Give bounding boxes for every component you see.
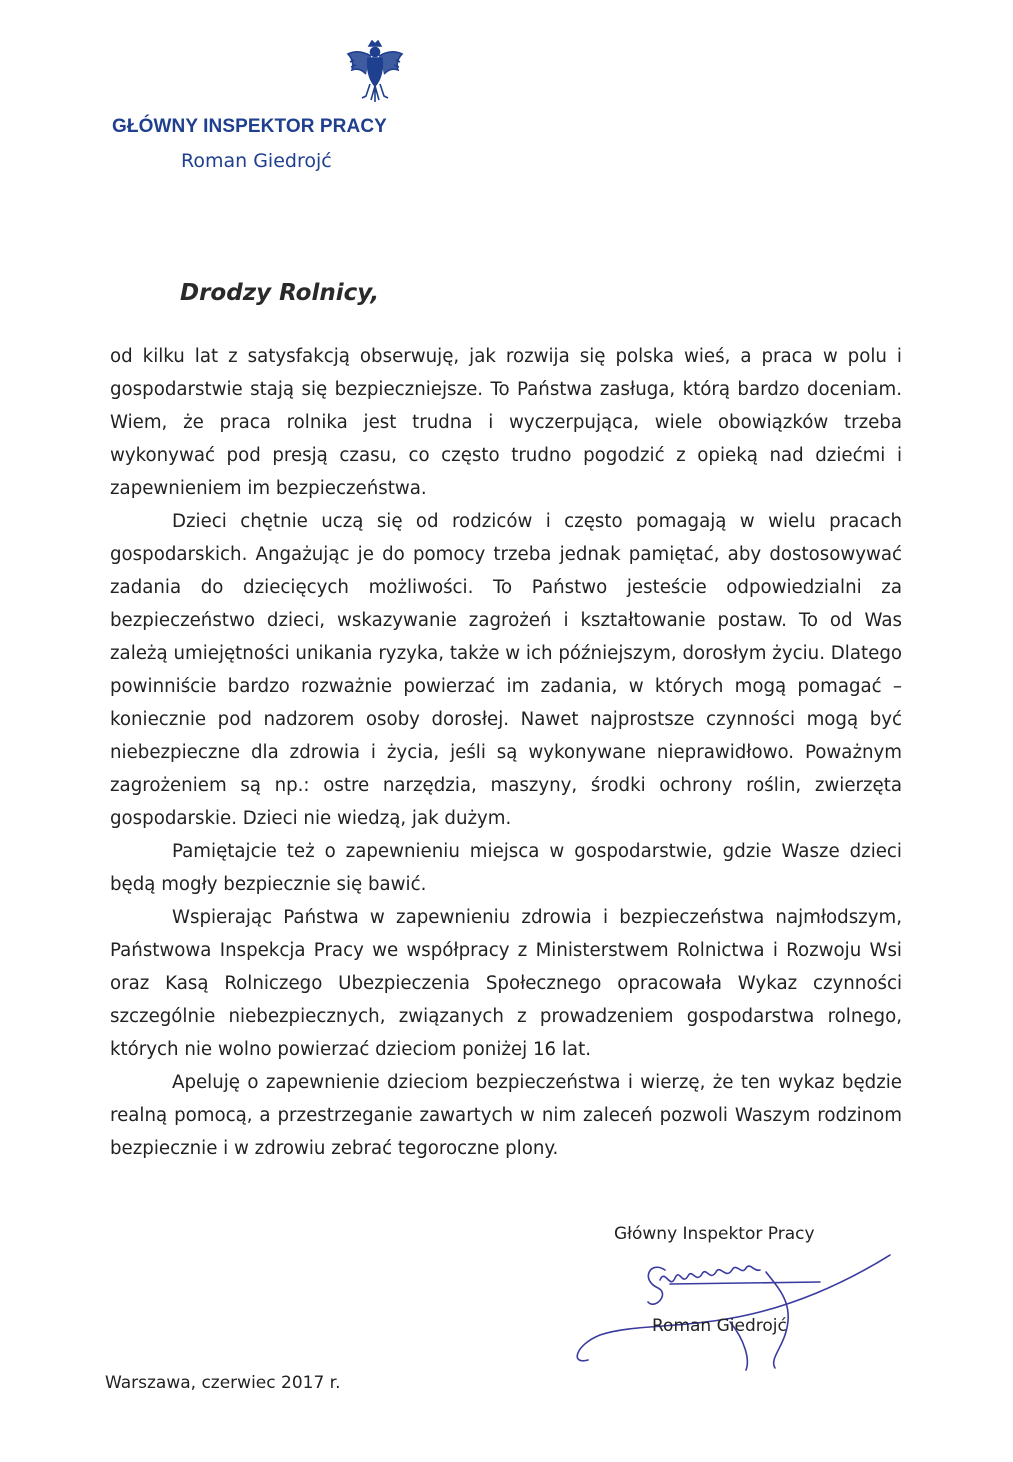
paragraph-3: Pamiętajcie też o zapewnieniu miejsca w gospodarstwie, gdzie Wasze dzieci będą mogły bezpiecznie się bawić. [110,841,902,895]
paragraph-1: od kilku lat z satysfakcją obserwuję, jak rozwija się polska wieś, a praca w polu i gospodarstwie stają się bezpieczniejsze. To Państwa zasługa, którą bardzo doceniam. Wiem, że praca rolnika jest trudna i wyczerpująca, wiele obowiązków trzeba wykonywać pod presją czasu, co często trudno pogodzić z opieką nad dziećmi i zapewnieniem im bezpieczeństwa. [110,346,902,499]
organization-name: GŁÓWNY INSPEKTOR PRACY [112,116,387,137]
place-and-date: Warszawa, czerwiec 2017 r. [105,1373,341,1393]
paragraph-4: Wspierając Państwa w zapewnieniu zdrowia i bezpieczeństwa najmłodszym, Państwowa Inspekcja Pracy we współpracy z Ministerstwem Rolnictwa i Rozwoju Wsi oraz Kasą Rolniczego Ubezpieczenia Społecznego opracowała Wykaz czynności szczególnie niebezpiecznych, związanych z prowadzeniem gospodarstwa rolnego, których nie wolno powierzać dzieciom poniżej 16 lat. [110,907,902,1060]
letterhead-person-name: Roman Giedrojć [181,150,332,172]
signatory-name: Roman Giedrojć [652,1316,787,1336]
polish-eagle-emblem-icon [344,38,406,106]
salutation: Drodzy Rolnicy, [180,280,380,306]
paragraph-2: Dzieci chętnie uczą się od rodziców i często pomagają w wielu pracach gospodarskich. Angażując je do pomocy trzeba jednak pamiętać, aby dostosowywać zadania do dziecięcych możliwości. To Państwo jesteście odpowiedzialni za bezpieczeństwo dzieci, wskazywanie zagrożeń i kształtowanie postaw. To od Was zależą umiejętności unikania ryzyka, także w ich późniejszym, dorosłym życiu. Dlatego powinniście bardzo rozważnie powierzać im zadania, w których mogą pomagać – koniecznie pod nadzorem osoby dorosłej. Nawet najprostsze czynności mogą być niebezpieczne dla zdrowia i życia, jeśli są wykonywane nieprawidłowo. Poważnym zagrożeniem są np.: ostre narzędzia, maszyny, środki ochrony roślin, zwierzęta gospodarskie. Dzieci nie wiedzą, jak dużym. [110,511,902,829]
letter-body [110,340,902,1165]
handwritten-signature [570,1250,900,1375]
paragraph-5: Apeluję o zapewnienie dzieciom bezpieczeństwa i wierzę, że ten wykaz będzie realną pomocą, a przestrzeganie zawartych w nim zaleceń pozwoli Waszym rodzinom bezpiecznie i w zdrowiu zebrać tegoroczne plony. [110,1072,902,1159]
signatory-title: Główny Inspektor Pracy [614,1224,815,1244]
